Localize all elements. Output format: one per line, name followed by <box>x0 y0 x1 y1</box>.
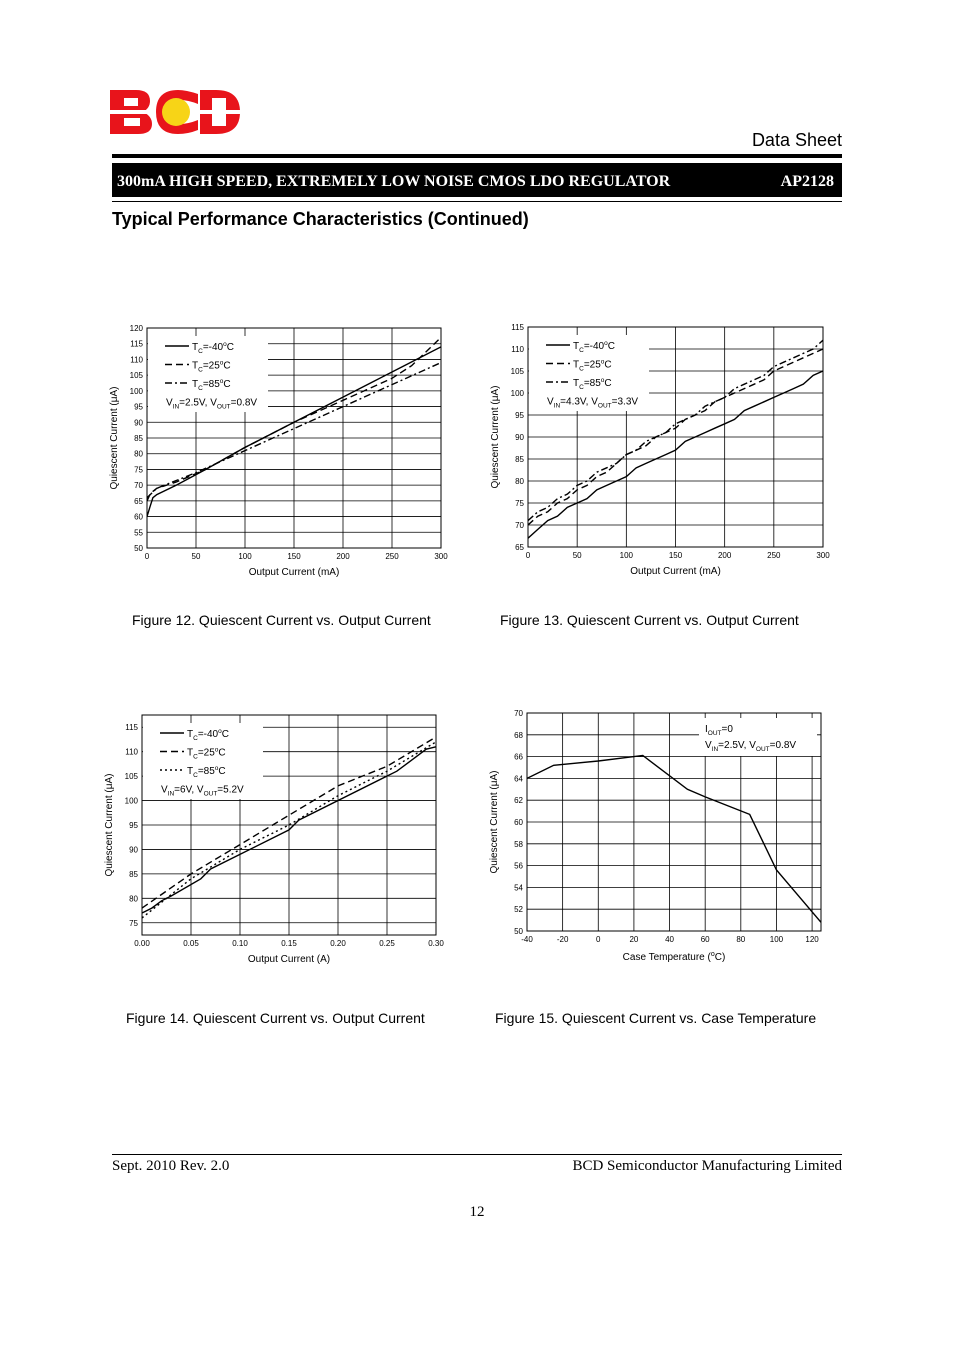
y-tick-label: 115 <box>125 723 138 733</box>
data-sheet-label: Data Sheet <box>751 130 842 150</box>
y-tick-label: 110 <box>511 345 524 354</box>
x-axis-label: Output Current (mA) <box>630 566 721 577</box>
y-axis-label: Quiescent Current (μA) <box>489 770 500 874</box>
x-tick-label: 40 <box>665 935 674 944</box>
x-tick-label: 0.05 <box>183 939 199 948</box>
x-tick-label: 150 <box>668 551 683 560</box>
test-condition: $I_{OUT}=0$ <box>705 724 733 737</box>
y-tick-label: 50 <box>514 927 523 936</box>
figure-12-chart <box>100 318 460 588</box>
figure-15-caption: Figure 15. Quiescent Current vs. Case Temperature <box>495 1010 817 1026</box>
y-tick-label: 95 <box>129 821 138 830</box>
y-tick-label: 115 <box>130 339 143 349</box>
fig14-legend <box>143 723 263 799</box>
figure-14-caption: Figure 14. Quiescent Current vs. Output Current <box>126 1010 425 1026</box>
x-tick-label: 20 <box>629 935 639 944</box>
x-tick-label: 150 <box>287 552 301 561</box>
document-title: 300mA HIGH SPEED, EXTREMELY LOW NOISE CMOS LDO REGULATOR <box>117 173 671 190</box>
x-axis-label: Output Current (mA) <box>248 567 340 578</box>
x-tick-label: 50 <box>191 552 201 561</box>
y-tick-label: 90 <box>515 433 524 442</box>
bcd-logo <box>110 88 240 136</box>
x-tick-label: 50 <box>572 551 582 560</box>
x-tick-label: 80 <box>736 935 746 944</box>
x-tick-label: 300 <box>816 551 830 560</box>
legend-entry: $T_C=25^oC$ <box>573 358 612 373</box>
x-tick-label: 0.20 <box>330 939 346 948</box>
test-condition: $V_{IN}=2.5V$, $V_{OUT}=0.8V$ <box>166 397 258 411</box>
y-axis-label: Quiescent Current (μA) <box>104 773 115 877</box>
x-tick-label: 0.00 <box>134 939 150 948</box>
y-tick-label: 85 <box>515 455 524 464</box>
figure-15-chart <box>485 703 840 973</box>
y-tick-label: 95 <box>515 411 524 420</box>
footer-company: BCD Semiconductor Manufacturing Limited <box>572 1158 842 1174</box>
x-tick-label: 0 <box>144 552 150 561</box>
fig12-legend <box>148 336 268 412</box>
y-tick-label: 105 <box>129 371 143 381</box>
footer-revision: Sept. 2010 Rev. 2.0 <box>112 1158 230 1174</box>
legend-entry: $T_C=-40^oC$ <box>573 340 615 354</box>
y-tick-label: 80 <box>129 894 138 904</box>
x-tick-label: 0.30 <box>428 939 444 948</box>
x-tick-label: 0 <box>525 551 531 560</box>
y-tick-label: 105 <box>510 367 524 376</box>
figure-13-caption: Figure 13. Quiescent Current vs. Output Current <box>500 612 799 628</box>
y-tick-label: 70 <box>134 481 143 491</box>
x-tick-label: 100 <box>619 551 634 560</box>
page-number: 12 <box>469 1204 485 1220</box>
x-tick-label: 100 <box>238 552 252 561</box>
x-tick-label: 0.25 <box>379 939 395 948</box>
x-tick-label: 60 <box>700 935 710 944</box>
x-tick-label: 200 <box>717 551 732 560</box>
y-tick-label: 105 <box>124 772 138 782</box>
x-axis-label: Case Temperature ($^o$C) <box>622 951 726 963</box>
test-condition: $V_{IN}=2.5V$, $V_{OUT}=0.8V$ <box>705 740 797 753</box>
y-tick-label: 60 <box>134 512 143 522</box>
y-tick-label: 65 <box>515 543 524 552</box>
y-tick-label: 64 <box>514 774 523 784</box>
y-tick-label: 60 <box>514 818 523 827</box>
x-tick-label: 0.10 <box>232 939 248 948</box>
y-tick-label: 85 <box>129 869 138 879</box>
x-tick-label: 250 <box>385 552 399 561</box>
y-tick-label: 66 <box>514 752 523 762</box>
figure-13-chart <box>490 318 840 588</box>
x-tick-label: -40 <box>521 935 533 944</box>
y-tick-label: 110 <box>130 355 143 365</box>
y-tick-label: 55 <box>134 528 143 538</box>
legend-entry: $T_C=85^oC$ <box>192 378 231 392</box>
y-tick-label: 120 <box>129 324 143 333</box>
legend-entry: $T_C=85^oC$ <box>573 377 612 391</box>
y-tick-label: 75 <box>515 499 524 508</box>
y-tick-label: 100 <box>129 386 143 396</box>
x-tick-label: -20 <box>556 935 569 944</box>
y-tick-label: 90 <box>134 418 143 428</box>
y-tick-label: 50 <box>134 544 143 553</box>
part-number: AP2128 <box>780 173 834 190</box>
y-tick-label: 75 <box>134 465 143 475</box>
y-tick-label: 65 <box>134 496 143 506</box>
y-tick-label: 70 <box>515 521 524 530</box>
test-condition: $V_{IN}=4.3V$, $V_{OUT}=3.3V$ <box>547 396 639 410</box>
y-tick-label: 100 <box>510 389 524 398</box>
y-axis-label: Quiescent Current (μA) <box>109 386 120 490</box>
figure-14-chart <box>100 705 460 975</box>
y-tick-label: 100 <box>124 796 138 806</box>
title-bar <box>112 163 842 197</box>
y-tick-label: 80 <box>515 477 524 486</box>
fig13-legend <box>529 335 649 411</box>
x-tick-label: 250 <box>767 551 781 560</box>
y-tick-label: 80 <box>134 449 143 459</box>
y-tick-label: 90 <box>129 845 138 855</box>
y-tick-label: 58 <box>514 839 523 849</box>
test-condition: $V_{IN}=6V$, $V_{OUT}=5.2V$ <box>161 784 244 798</box>
y-tick-label: 75 <box>129 918 138 928</box>
legend-entry: $T_C=-40^oC$ <box>192 341 234 355</box>
y-tick-label: 54 <box>514 883 523 893</box>
y-tick-label: 115 <box>511 323 524 332</box>
x-tick-label: 120 <box>805 935 819 944</box>
y-tick-label: 62 <box>514 796 523 806</box>
y-tick-label: 68 <box>514 730 523 740</box>
x-tick-label: 0.15 <box>281 939 297 948</box>
y-axis-label: Quiescent Current (μA) <box>490 385 501 489</box>
x-tick-label: 300 <box>434 552 448 561</box>
series-line-0 <box>527 756 821 923</box>
y-tick-label: 95 <box>134 402 143 412</box>
title-underline <box>112 201 842 202</box>
footer-rule <box>112 1154 842 1155</box>
y-tick-label: 85 <box>134 434 143 443</box>
figure-12-caption: Figure 12. Quiescent Current vs. Output Current <box>132 612 431 628</box>
x-axis-label: Output Current (A) <box>247 954 331 965</box>
fig15-series <box>527 756 821 923</box>
legend-entry: $T_C=-40^oC$ <box>187 728 229 742</box>
header-rule <box>112 154 842 158</box>
y-tick-label: 52 <box>514 905 523 915</box>
legend-entry: $T_C=25^oC$ <box>187 746 226 761</box>
section-title: Typical Performance Characteristics (Continued) <box>112 209 529 229</box>
legend-entry: $T_C=25^oC$ <box>192 359 231 374</box>
y-tick-label: 110 <box>125 747 138 757</box>
y-tick-label: 56 <box>514 861 523 871</box>
x-tick-label: 100 <box>769 935 784 944</box>
y-tick-label: 70 <box>514 709 523 718</box>
x-tick-label: 200 <box>336 552 350 561</box>
fig15-legend <box>699 718 817 756</box>
x-tick-label: 0 <box>596 935 601 944</box>
logo-yellow-dot <box>162 98 190 126</box>
legend-entry: $T_C=85^oC$ <box>187 765 226 779</box>
